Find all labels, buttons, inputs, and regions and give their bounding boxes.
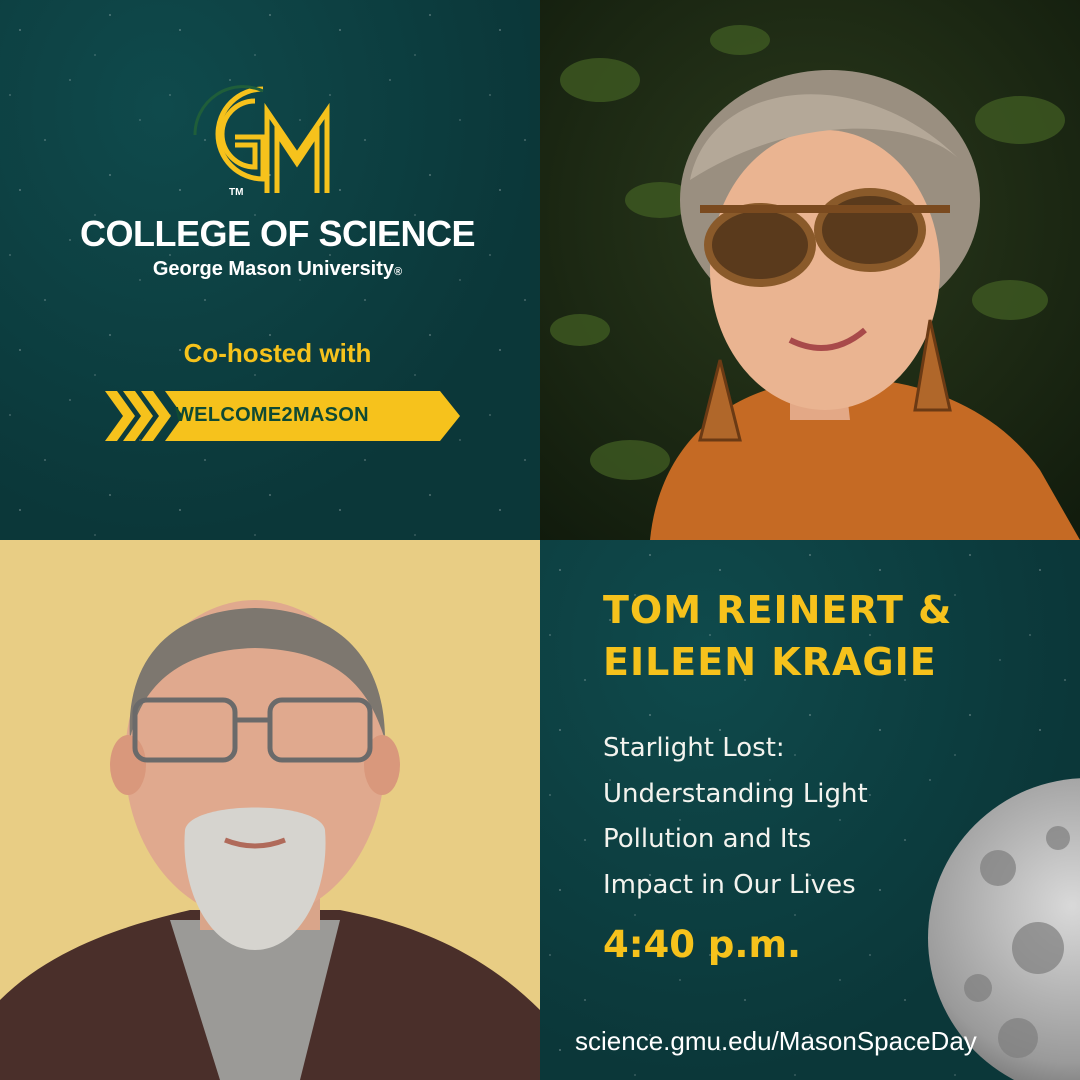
university-name (0, 258, 540, 281)
eileen-photo-illustration (540, 0, 1080, 540)
talk-title-line: Starlight Lost: (603, 733, 785, 763)
gm-monogram-logo (185, 75, 355, 203)
speaker-names (603, 584, 952, 688)
speaker-line-2: EILEEN KRAGIE (603, 640, 937, 684)
university-name-text: George Mason University (152, 258, 395, 280)
event-info-panel (540, 540, 1080, 1080)
trademark-mark: TM (229, 187, 244, 198)
tom-photo-illustration (0, 540, 540, 1080)
speaker-line-1: TOM REINERT & (603, 588, 953, 632)
speaker-photo-tom (0, 540, 540, 1080)
registered-mark: ® (394, 266, 403, 278)
talk-title-line: Pollution and Its (603, 824, 812, 854)
talk-title (603, 726, 963, 908)
partner-badge-text: WELCOME2MASON (175, 404, 369, 426)
talk-title-line: Impact in Our Lives (603, 869, 856, 900)
speaker-photo-eileen (540, 0, 1080, 540)
logo-panel (0, 0, 540, 540)
cohost-label: Co-hosted with (183, 338, 372, 368)
event-url[interactable]: science.gmu.edu/MasonSpaceDay (575, 1026, 977, 1056)
college-name: COLLEGE OF SCIENCE (79, 213, 476, 254)
talk-title-line: Understanding Light (603, 778, 868, 809)
chevron-arrows-icon (105, 391, 171, 441)
event-time: 4:40 p.m. (603, 923, 802, 966)
